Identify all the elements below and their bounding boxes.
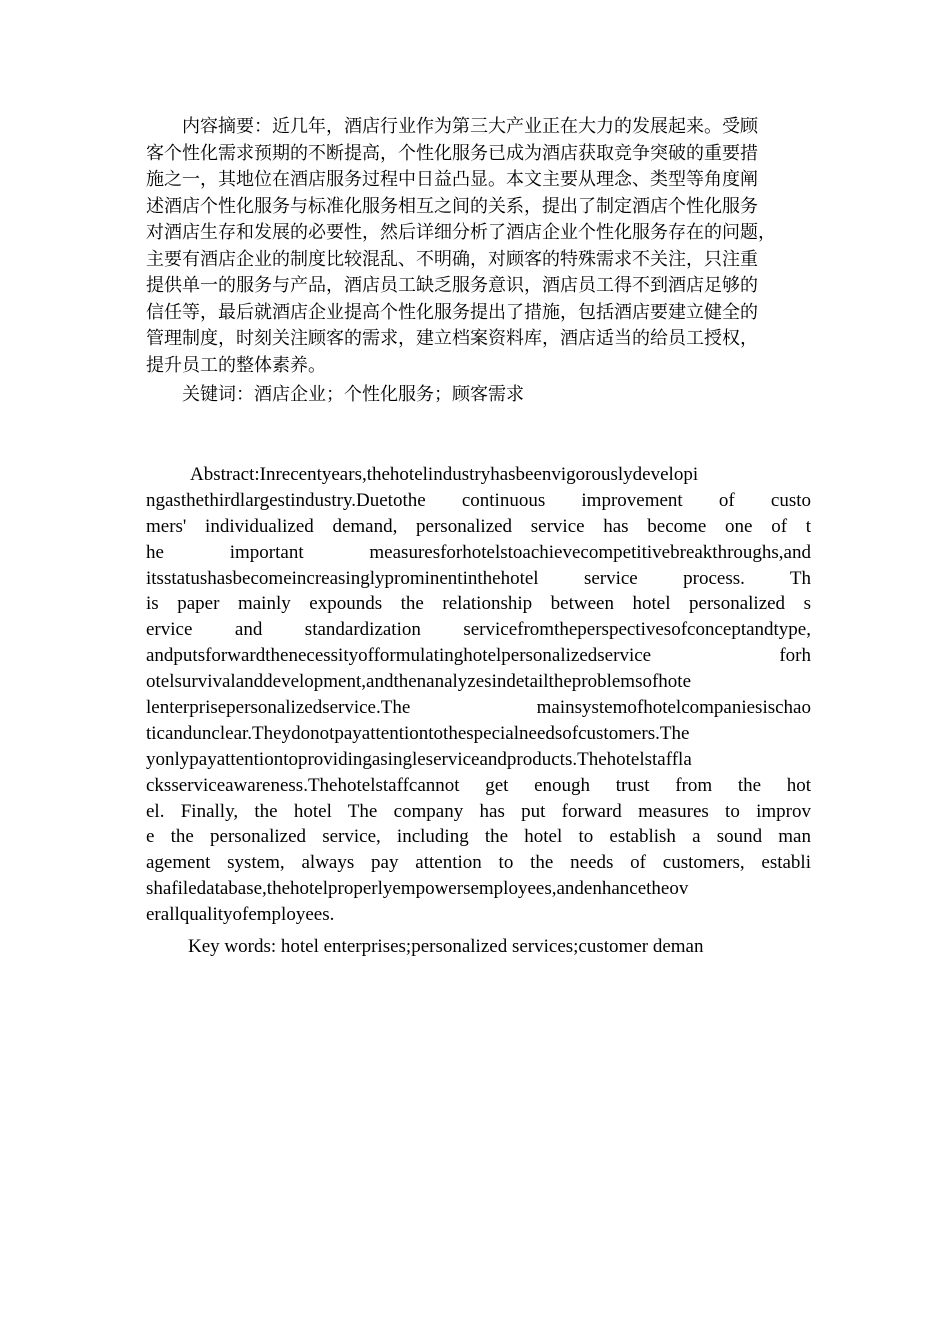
english-abstract-line: otelsurvivalanddevelopment,andthenanalyzesindetailtheproblemsofhote bbox=[146, 671, 692, 693]
english-abstract-line: is paper mainly expounds the relationship between hotel personalized s bbox=[146, 593, 811, 615]
chinese-abstract-line: 主要有酒店企业的制度比较混乱、不明确，对顾客的特殊需求不关注，只注重 bbox=[146, 248, 758, 270]
english-abstract-line: ticandunclear.Theydonotpayattentiontothespecialneedsofcustomers.The bbox=[146, 722, 690, 744]
chinese-abstract-line: 内容摘要：近几年，酒店行业作为第三大产业正在大力的发展起来。受顾 bbox=[182, 116, 758, 137]
english-abstract-line: shafiledatabase,thehotelproperlyempowersemployees,andenhancetheov bbox=[146, 878, 689, 900]
chinese-abstract-line: 述酒店个性化服务与标准化服务相互之间的关系，提出了制定酒店个性化服务 bbox=[146, 195, 758, 217]
english-abstract-line: e the personalized service, including the hotel to establish a sound man bbox=[146, 826, 811, 848]
english-abstract-line: he important measuresforhotelstoachievecompetitivebreakthroughs,and bbox=[146, 541, 811, 563]
english-abstract-line: mers' individualized demand, personalized service has become one of t bbox=[146, 515, 811, 537]
english-abstract-line: ervice and standardization servicefromtheperspectivesofconceptandtype, bbox=[146, 619, 811, 641]
english-abstract-line: lenterprisepersonalizedservice.The mainsystemofhotelcompaniesischao bbox=[146, 697, 811, 719]
english-abstract bbox=[146, 462, 811, 928]
english-abstract-line: el. Finally, the hotel The company has put forward measures to improv bbox=[146, 800, 811, 822]
chinese-abstract-line: 施之一，其地位在酒店服务过程中日益凸显。本文主要从理念、类型等角度阐 bbox=[146, 169, 758, 190]
english-abstract-line: itsstatushasbecomeincreasinglyprominentinthehotel service process. Th bbox=[146, 567, 811, 589]
chinese-abstract-line: 管理制度，时刻关注顾客的需求，建立档案资料库，酒店适当的给员工授权， bbox=[146, 328, 758, 349]
english-abstract-line: ngasthethirdlargestindustry.Duetothe continuous improvement of custo bbox=[146, 489, 811, 511]
english-keywords: Key words: hotel enterprises;personalized services;customer deman bbox=[188, 936, 704, 957]
english-abstract-line: andputsforwardthenecessityofformulatinghotelpersonalizedservice forh bbox=[146, 645, 811, 667]
chinese-abstract-line: 提供单一的服务与产品，酒店员工缺乏服务意识，酒店员工得不到酒店足够的 bbox=[146, 275, 758, 296]
chinese-abstract-line: 客个性化需求预期的不断提高，个性化服务已成为酒店获取竞争突破的重要措 bbox=[146, 142, 758, 164]
english-abstract-line: erallqualityofemployees. bbox=[146, 904, 335, 926]
english-abstract-line: agement system, always pay attention to the needs of customers, establi bbox=[146, 852, 811, 874]
chinese-abstract-line: 提升员工的整体素养。 bbox=[146, 354, 326, 376]
chinese-abstract bbox=[146, 114, 811, 379]
english-abstract-line: Abstract:Inrecentyears,thehotelindustryhasbeenvigorouslydevelopi bbox=[190, 464, 699, 485]
english-abstract-line: cksserviceawareness.Thehotelstaffcannot get enough trust from the hot bbox=[146, 774, 811, 796]
chinese-abstract-line: 对酒店生存和发展的必要性，然后详细分析了酒店企业个性化服务存在的问题， bbox=[146, 222, 776, 243]
chinese-abstract-line: 信任等，最后就酒店企业提高个性化服务提出了措施，包括酒店要建立健全的 bbox=[146, 301, 758, 323]
english-abstract-line: yonlypayattentiontoprovidingasingleserviceandproducts.Thehotelstaffla bbox=[146, 748, 692, 770]
chinese-keywords: 关键词：酒店企业；个性化服务；顾客需求 bbox=[182, 384, 524, 405]
